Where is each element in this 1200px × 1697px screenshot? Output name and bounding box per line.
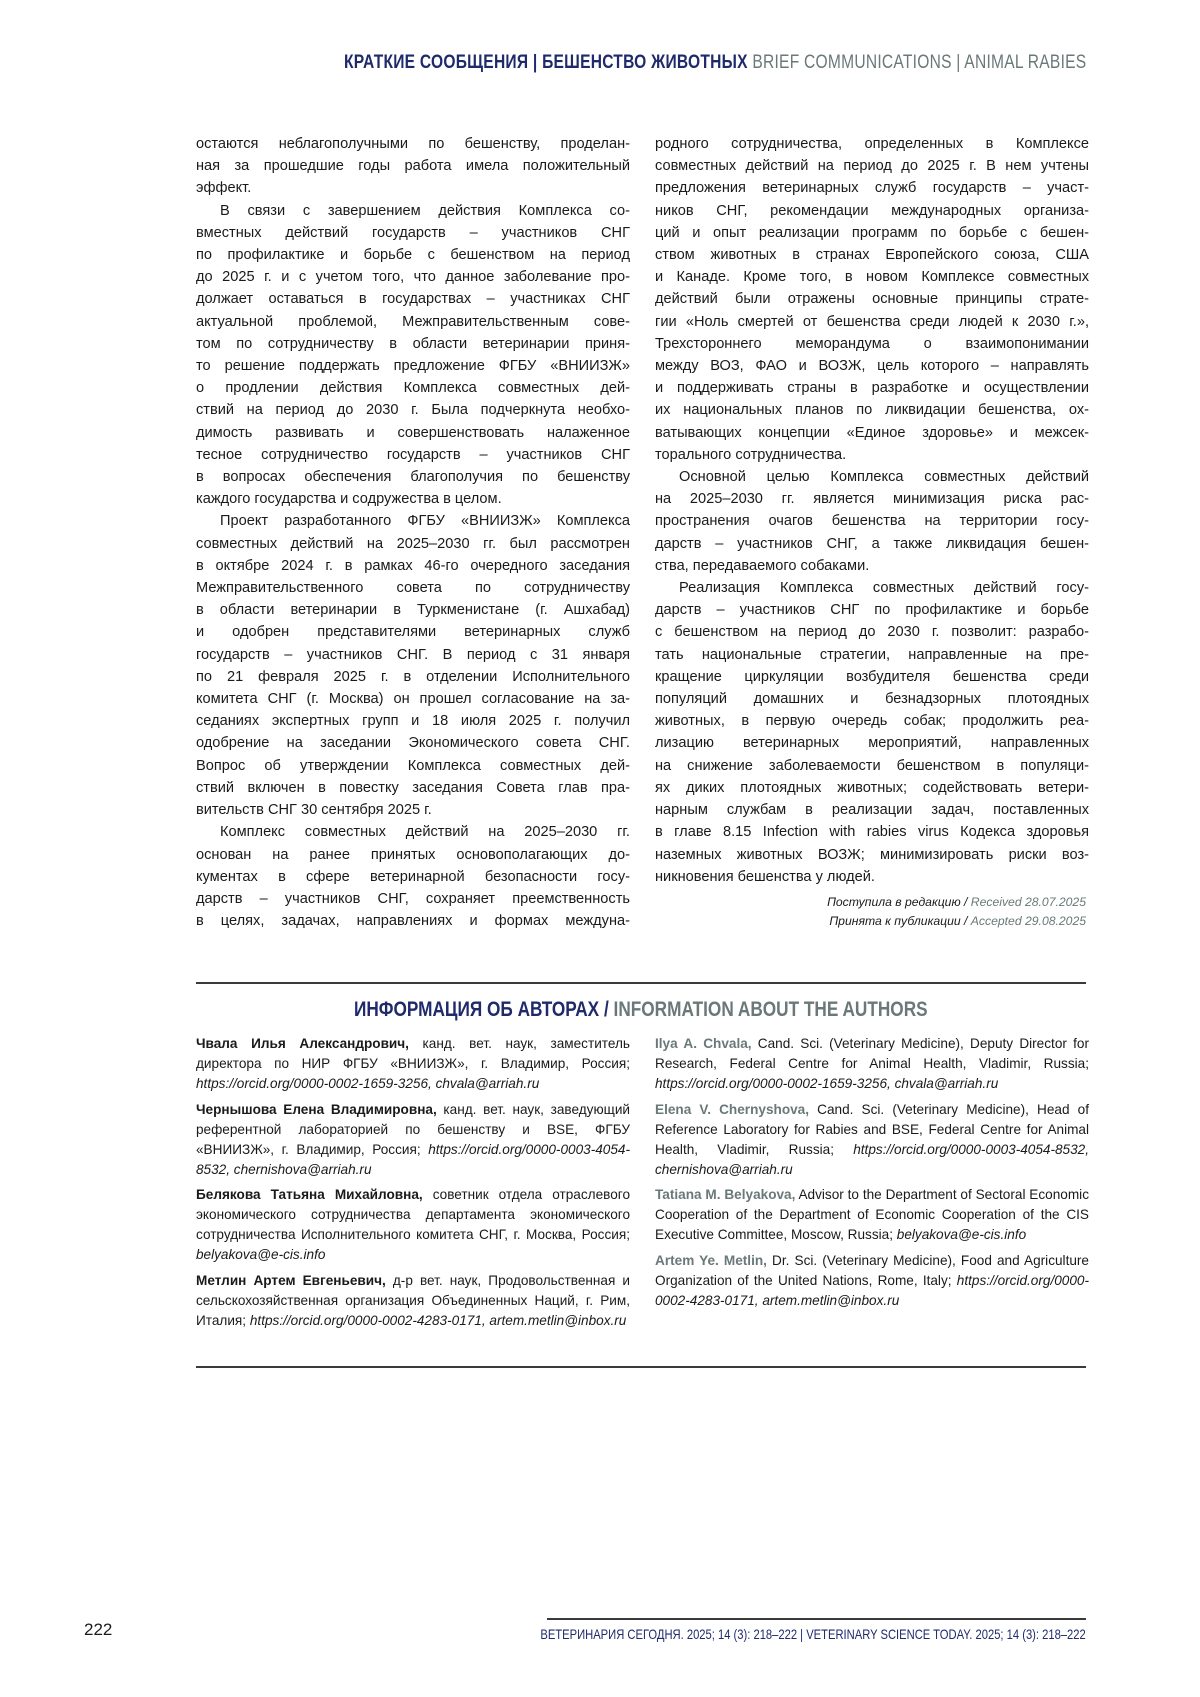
text-line: популяций домашних и безнадзорных плотоядных	[655, 688, 1089, 710]
text-line: основан на ранее принятых основополагающих до-	[196, 844, 630, 866]
authors-section-title	[196, 998, 1086, 1022]
authors-en	[655, 1034, 1089, 1316]
text-line: в главе 8.15 Infection with rabies virus Кодекса здоровья	[655, 821, 1089, 843]
text-line: государств – участников СНГ. В период с 31 января	[196, 644, 630, 666]
body-column-right	[655, 133, 1089, 888]
text-line: дарств – участников СНГ по профилактике и борьбе	[655, 599, 1089, 621]
author-name: Чернышова Елена Владимировна,	[196, 1102, 437, 1117]
text-line: животных, в первую очередь собак; продолжить реа-	[655, 710, 1089, 732]
paragraph	[196, 510, 630, 821]
text-line: по 21 февраля 2025 г. в отделении Исполнительного	[196, 666, 630, 688]
paragraph	[655, 577, 1089, 888]
body-column-left	[196, 133, 630, 932]
text-line: пространения очагов бешенства на территории госу-	[655, 510, 1089, 532]
section-divider-top	[196, 982, 1086, 984]
author-entry	[196, 1271, 630, 1331]
author-contacts: https://orcid.org/0000-0002-4283-0171, artem.metlin@inbox.ru	[250, 1313, 627, 1328]
text-line: между ВОЗ, ФАО и ВОЗЖ, цель которого – направлять	[655, 355, 1089, 377]
text-line: вместных действий государств – участников СНГ	[196, 222, 630, 244]
author-entry	[655, 1100, 1089, 1180]
author-affiliation: Cand. Sci. (Veterinary Medicine), Head of Reference Laboratory for Rabies and BSE, Federal Centre for Animal Health, Vladimir, Russia;	[655, 1102, 1089, 1157]
author-entry	[196, 1100, 630, 1180]
text-line: ствий на период до 2030 г. Была подчеркнута необхо-	[196, 399, 630, 421]
text-line: ватывающих концепции «Единое здоровье» и межсек-	[655, 422, 1089, 444]
author-contacts: https://orcid.org/0000-0002-1659-3256, chvala@arriah.ru	[196, 1076, 539, 1091]
accepted-en: Accepted 29.08.2025	[971, 914, 1086, 928]
paragraph	[196, 133, 630, 200]
received-line	[827, 893, 1086, 912]
received-en: Received 28.07.2025	[971, 895, 1086, 909]
text-line: ная за прошедшие годы работа имела положительный	[196, 155, 630, 177]
author-contacts: belyakova@e-cis.info	[897, 1227, 1026, 1242]
text-line: в целях, задачах, направлениях и формах междуна-	[196, 910, 630, 932]
author-name: Белякова Татьяна Михайловна,	[196, 1187, 423, 1202]
text-line: никновения бешенства у людей.	[655, 866, 1089, 888]
text-line: Вопрос об утверждении Комплекса совместных дей-	[196, 755, 630, 777]
text-line: ством животных в странах Европейского союза, США	[655, 244, 1089, 266]
text-line: на 2025–2030 гг. является минимизация риска рас-	[655, 488, 1089, 510]
header-ru: КРАТКИЕ СООБЩЕНИЯ | БЕШЕНСТВО ЖИВОТНЫХ	[344, 52, 748, 73]
header-en: BRIEF COMMUNICATIONS | ANIMAL RABIES	[752, 52, 1086, 73]
received-ru: Поступила в редакцию /	[827, 895, 967, 909]
text-line: Основной целью Комплекса совместных действий	[655, 466, 1089, 488]
text-line: совместных действий на 2025–2030 гг. был рассмотрен	[196, 533, 630, 555]
text-line: предложения ветеринарных служб государств – участ-	[655, 177, 1089, 199]
text-line: нарным службам в реализации задач, поставленных	[655, 799, 1089, 821]
text-line: Трехстороннего меморандума о взаимопонимании	[655, 333, 1089, 355]
text-line: в октябре 2024 г. в рамках 46-го очередного заседания	[196, 555, 630, 577]
paragraph	[196, 200, 630, 511]
text-line: гии «Ноль смертей от бешенства среди людей к 2030 г.»,	[655, 311, 1089, 333]
text-line: кращение циркуляции возбудителя бешенства среди	[655, 666, 1089, 688]
author-affiliation: канд. вет. наук, заместитель директора по НИР ФГБУ «ВНИИЗЖ», г. Владимир, Россия;	[196, 1036, 630, 1071]
text-line: то решение поддержать предложение ФГБУ «ВНИИЗЖ»	[196, 355, 630, 377]
text-line: актуальной проблемой, Межправительственным сове-	[196, 311, 630, 333]
author-contacts: https://orcid.org/0000-0002-4283-0171, artem.metlin@inbox.ru	[655, 1273, 1089, 1308]
text-line: торального сотрудничества.	[655, 444, 1089, 466]
author-name: Метлин Артем Евгеньевич,	[196, 1273, 386, 1288]
author-entry	[655, 1034, 1089, 1094]
author-entry	[196, 1185, 630, 1265]
author-entry	[196, 1034, 630, 1094]
received-dates	[827, 893, 1086, 931]
text-line: и поддерживать страны в разработке и осуществлении	[655, 377, 1089, 399]
text-line: в области ветеринарии в Туркменистане (г. Ашхабад)	[196, 599, 630, 621]
text-line: комитета СНГ (г. Москва) он прошел согласование на за-	[196, 688, 630, 710]
page-number: 222	[84, 1620, 112, 1640]
accepted-line	[827, 912, 1086, 931]
text-line: родного сотрудничества, определенных в Комплексе	[655, 133, 1089, 155]
author-affiliation: Dr. Sci. (Veterinary Medicine), Food and Agriculture Organization of the United Nations, Rome, Italy;	[655, 1253, 1089, 1288]
text-line: до 2025 г. и с учетом того, что данное заболевание про-	[196, 266, 630, 288]
text-line: тесное сотрудничество государств – участников СНГ	[196, 444, 630, 466]
text-line: Реализация Комплекса совместных действий госу-	[655, 577, 1089, 599]
author-name: Ilya A. Chvala,	[655, 1036, 752, 1051]
text-line: их национальных планов по ликвидации бешенства, ох-	[655, 399, 1089, 421]
text-line: седаниях экспертных групп и 18 июля 2025 г. получил	[196, 710, 630, 732]
author-affiliation: Advisor to the Department of Sectoral Economic Cooperation of the Department of Economic Cooperation of the CIS Executive Committee, Moscow, Russia;	[655, 1187, 1089, 1242]
text-line: том по сотрудничеству в области ветеринарии приня-	[196, 333, 630, 355]
paragraph	[196, 821, 630, 932]
authors-title-ru: ИНФОРМАЦИЯ ОБ АВТОРАХ /	[354, 998, 609, 1021]
author-name: Artem Ye. Metlin,	[655, 1253, 767, 1268]
text-line: лизацию ветеринарных мероприятий, направленных	[655, 732, 1089, 754]
author-contacts: https://orcid.org/0000-0003-4054-8532, chernishova@arriah.ru	[196, 1142, 630, 1177]
text-line: на снижение заболеваемости бешенством в популяци-	[655, 755, 1089, 777]
footer-citation: ВЕТЕРИНАРИЯ СЕГОДНЯ. 2025; 14 (3): 218–222 | VETERINARY SCIENCE TODAY. 2025; 14 (3): 218–222	[541, 1626, 1086, 1642]
text-line: ях диких плотоядных животных; содействовать ветери-	[655, 777, 1089, 799]
paragraph	[655, 133, 1089, 466]
text-line: эффект.	[196, 177, 630, 199]
author-entry	[655, 1251, 1089, 1311]
text-line: ников СНГ, рекомендации международных организа-	[655, 200, 1089, 222]
text-line: остаются неблагополучными по бешенству, проделан-	[196, 133, 630, 155]
authors-ru	[196, 1034, 630, 1336]
author-affiliation: советник отдела отраслевого экономического сотрудничества департамента экономического сотрудничества Исполнительного комитета СНГ, г. Москва, Россия;	[196, 1187, 630, 1242]
text-line: в вопросах обеспечения благополучия по бешенству	[196, 466, 630, 488]
author-affiliation: канд. вет. наук, заведующий референтной лабораторией по бешенству и BSE, ФГБУ «ВНИИЗЖ», г. Владимир, Россия;	[196, 1102, 630, 1157]
section-divider-bottom	[196, 1366, 1086, 1368]
running-header	[344, 52, 1086, 74]
text-line: Комплекс совместных действий на 2025–2030 гг.	[196, 821, 630, 843]
text-line: совместных действий на период до 2025 г. В нем учтены	[655, 155, 1089, 177]
text-line: Проект разработанного ФГБУ «ВНИИЗЖ» Комплекса	[196, 510, 630, 532]
text-line: и одобрен представителями ветеринарных служб	[196, 621, 630, 643]
author-name: Elena V. Chernyshova,	[655, 1102, 809, 1117]
paragraph	[655, 466, 1089, 577]
text-line: о продлении действия Комплекса совместных дей-	[196, 377, 630, 399]
text-line: кументах в сфере ветеринарной безопасности госу-	[196, 866, 630, 888]
text-line: действий были отражены основные принципы страте-	[655, 288, 1089, 310]
text-line: одобрение на заседании Экономического совета СНГ.	[196, 732, 630, 754]
text-line: по профилактике и борьбе с бешенством на период	[196, 244, 630, 266]
text-line: наземных животных ВОЗЖ; минимизировать риски воз-	[655, 844, 1089, 866]
text-line: дарств – участников СНГ, сохраняет преемственность	[196, 888, 630, 910]
text-line: В связи с завершением действия Комплекса со-	[196, 200, 630, 222]
author-affiliation: д-р вет. наук, Продовольственная и сельскохозяйственная организация Объединенных Наций, г. Рим, Италия;	[196, 1273, 630, 1328]
footer-rule	[547, 1618, 1086, 1620]
text-line: с бешенством на период до 2030 г. позволит: разрабо-	[655, 621, 1089, 643]
text-line: димость развивать и совершенствовать налаженное	[196, 422, 630, 444]
text-line: тать национальные стратегии, направленные на пре-	[655, 644, 1089, 666]
author-contacts: https://orcid.org/0000-0002-1659-3256, chvala@arriah.ru	[655, 1076, 998, 1091]
accepted-ru: Принята к публикации /	[829, 914, 967, 928]
text-line: дарств – участников СНГ, а также ликвидация бешен-	[655, 533, 1089, 555]
author-entry	[655, 1185, 1089, 1245]
text-line: должает оставаться в государствах – участниках СНГ	[196, 288, 630, 310]
author-contacts: belyakova@e-cis.info	[196, 1247, 325, 1262]
text-line: вительств СНГ 30 сентября 2025 г.	[196, 799, 630, 821]
text-line: ства, передаваемого собаками.	[655, 555, 1089, 577]
author-affiliation: Cand. Sci. (Veterinary Medicine), Deputy Director for Research, Federal Centre for Animal Health, Vladimir, Russia;	[655, 1036, 1089, 1071]
text-line: Межправительственного совета по сотрудничеству	[196, 577, 630, 599]
text-line: и Канаде. Кроме того, в новом Комплексе совместных	[655, 266, 1089, 288]
authors-title-en: INFORMATION ABOUT THE AUTHORS	[614, 998, 928, 1021]
text-line: ций и опыт реализации программ по борьбе с бешен-	[655, 222, 1089, 244]
text-line: каждого государства и содружества в целом.	[196, 488, 630, 510]
author-name: Чвала Илья Александрович,	[196, 1036, 409, 1051]
author-contacts: https://orcid.org/0000-0003-4054-8532, chernishova@arriah.ru	[655, 1142, 1089, 1177]
author-name: Tatiana M. Belyakova,	[655, 1187, 795, 1202]
text-line: ствий включен в повестку заседания Совета глав пра-	[196, 777, 630, 799]
